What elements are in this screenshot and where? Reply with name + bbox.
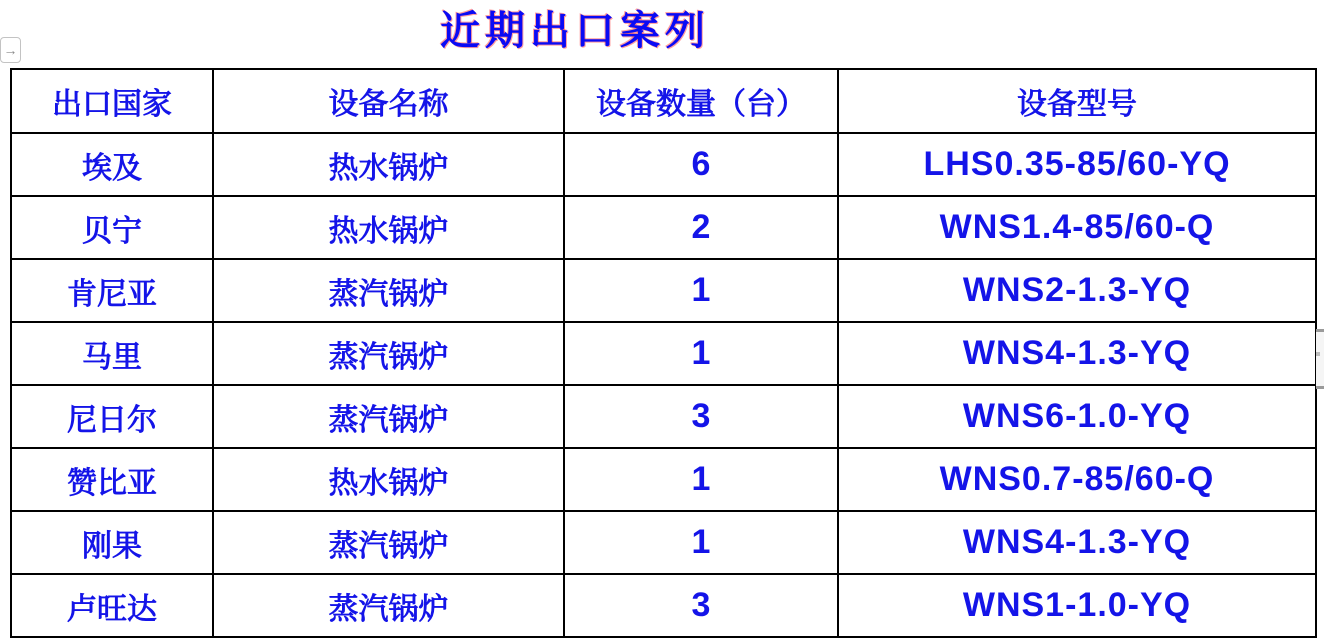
table-row xyxy=(11,448,1316,511)
arrow-right-icon: → xyxy=(3,42,18,58)
table-row xyxy=(11,574,1316,637)
cell-equipment: 热水锅炉 xyxy=(213,196,564,259)
cell-country: 尼日尔 xyxy=(11,385,213,448)
cell-country: 刚果 xyxy=(11,511,213,574)
cell-equipment: 蒸汽锅炉 xyxy=(213,574,564,637)
cell-country: 肯尼亚 xyxy=(11,259,213,322)
header-row xyxy=(11,69,1316,133)
cell-equipment: 热水锅炉 xyxy=(213,448,564,511)
cell-model: WNS4-1.3-YQ xyxy=(838,511,1316,574)
col-header-quantity: 设备数量（台） xyxy=(564,69,838,133)
cell-quantity: 3 xyxy=(564,385,838,448)
table-row xyxy=(11,511,1316,574)
cell-quantity: 1 xyxy=(564,259,838,322)
cell-country: 马里 xyxy=(11,322,213,385)
cell-model: WNS1.4-85/60-Q xyxy=(838,196,1316,259)
cell-model: LHS0.35-85/60-YQ xyxy=(838,133,1316,196)
table-row xyxy=(11,322,1316,385)
cell-model: WNS4-1.3-YQ xyxy=(838,322,1316,385)
cell-equipment: 蒸汽锅炉 xyxy=(213,385,564,448)
scrollbar-grip-mark xyxy=(1316,352,1320,356)
cell-country: 埃及 xyxy=(11,133,213,196)
page-title: 近期出口案列 xyxy=(440,9,710,53)
cell-quantity: 3 xyxy=(564,574,838,637)
cell-country: 赞比亚 xyxy=(11,448,213,511)
cell-quantity: 6 xyxy=(564,133,838,196)
scrollbar-thumb-fragment[interactable] xyxy=(1316,329,1324,389)
col-header-model: 设备型号 xyxy=(838,69,1316,133)
col-header-country: 出口国家 xyxy=(11,69,213,133)
cell-quantity: 2 xyxy=(564,196,838,259)
table-row xyxy=(11,259,1316,322)
cell-equipment: 蒸汽锅炉 xyxy=(213,511,564,574)
col-header-equipment: 设备名称 xyxy=(213,69,564,133)
table-row xyxy=(11,133,1316,196)
cell-quantity: 1 xyxy=(564,448,838,511)
cell-model: WNS2-1.3-YQ xyxy=(838,259,1316,322)
cell-model: WNS1-1.0-YQ xyxy=(838,574,1316,637)
cell-model: WNS6-1.0-YQ xyxy=(838,385,1316,448)
cell-quantity: 1 xyxy=(564,322,838,385)
cell-country: 贝宁 xyxy=(11,196,213,259)
cell-country: 卢旺达 xyxy=(11,574,213,637)
cell-equipment: 蒸汽锅炉 xyxy=(213,322,564,385)
cell-equipment: 热水锅炉 xyxy=(213,133,564,196)
export-cases-table xyxy=(10,68,1317,638)
table-row xyxy=(11,385,1316,448)
table-row xyxy=(11,196,1316,259)
cell-equipment: 蒸汽锅炉 xyxy=(213,259,564,322)
cell-model: WNS0.7-85/60-Q xyxy=(838,448,1316,511)
cell-quantity: 1 xyxy=(564,511,838,574)
